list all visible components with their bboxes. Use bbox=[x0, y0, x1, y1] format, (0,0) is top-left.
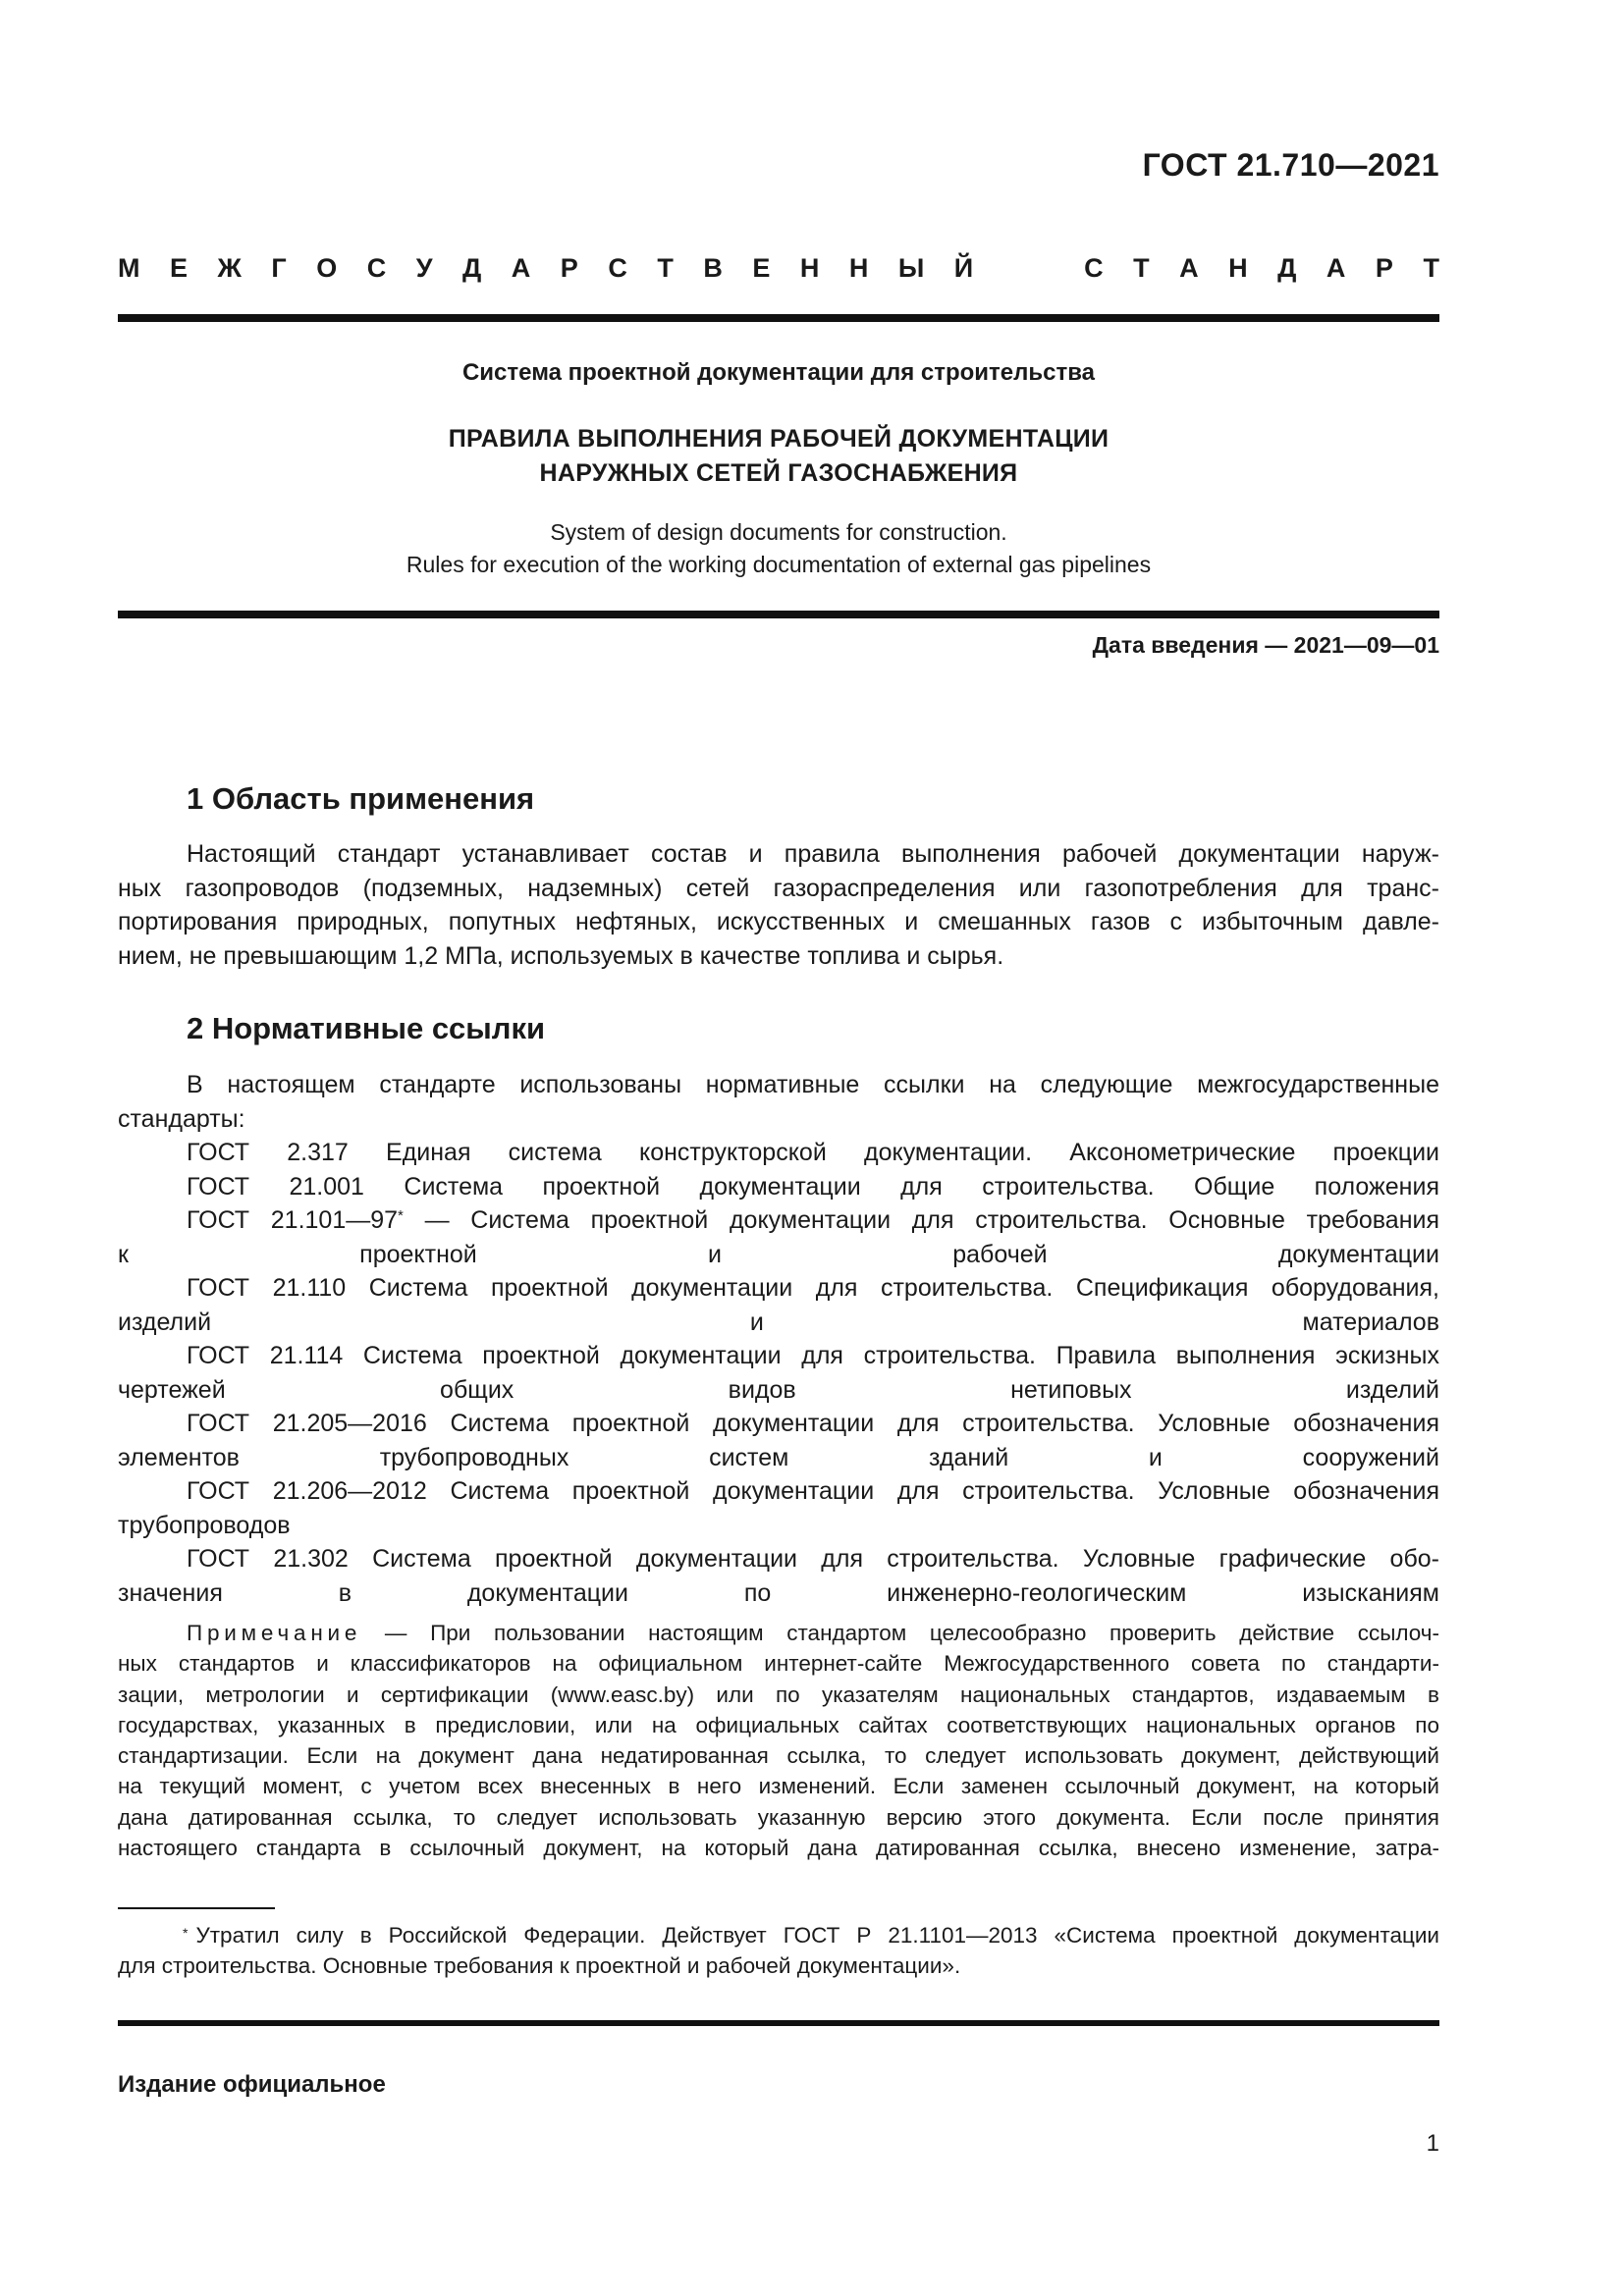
heading-letter: О bbox=[316, 253, 338, 283]
edition-label: Издание официальное bbox=[118, 2071, 386, 2098]
note-line: настоящего стандарта в ссылочный документ, на который дана датированная ссылка, внесено изменение, затра- bbox=[118, 1836, 1439, 1861]
footnote-marker: * bbox=[183, 1925, 189, 1941]
heading-letter: С bbox=[1084, 253, 1104, 283]
references-intro-cont: стандарты: bbox=[118, 1104, 245, 1133]
reference-item-cont: значения в документации по инженерно-геологическим изысканиям bbox=[118, 1578, 1439, 1607]
paragraph-line: нием, не превышающим 1,2 МПа, используемых в качестве топлива и сырья. bbox=[118, 941, 1004, 970]
title-line-1: ПРАВИЛА ВЫПОЛНЕНИЯ РАБОЧЕЙ ДОКУМЕНТАЦИИ bbox=[448, 425, 1110, 453]
note-label: Примечание bbox=[187, 1621, 362, 1645]
heading-letter: С bbox=[366, 253, 387, 283]
reference-item: ГОСТ 21.114 Система проектной документации для строительства. Правила выполнения эскизных bbox=[187, 1342, 1439, 1369]
reference-item-cont: чертежей общих видов нетиповых изделий bbox=[118, 1375, 1439, 1404]
reference-item: ГОСТ 21.206—2012 Система проектной документации для строительства. Условные обозначения bbox=[187, 1477, 1439, 1505]
reference-item-cont: элементов трубопроводных систем зданий и сооружений bbox=[118, 1443, 1439, 1471]
system-name: Система проектной документации для строительства bbox=[461, 359, 1096, 386]
note-line: государствах, указанных в предисловии, или на официальных сайтах соответствующих национальных органов по bbox=[118, 1712, 1439, 1737]
reference-item: ГОСТ 21.110 Система проектной документации для строительства. Спецификация оборудования, bbox=[187, 1274, 1439, 1302]
word-gap bbox=[1003, 253, 1055, 284]
heading-letter: Т bbox=[1423, 253, 1439, 283]
section-2-heading: 2 Нормативные ссылки bbox=[187, 1011, 546, 1045]
section-1-paragraph bbox=[118, 837, 1439, 973]
standard-type-heading bbox=[118, 253, 1439, 284]
document-title bbox=[118, 422, 1439, 491]
heading-letter: Н bbox=[799, 253, 820, 283]
heading-letter: М bbox=[118, 253, 140, 283]
heading-letter: У bbox=[415, 253, 433, 283]
heading-letter: В bbox=[703, 253, 723, 283]
introduction-date: Дата введения — 2021—09—01 bbox=[1092, 632, 1439, 658]
reference-item: ГОСТ 21.302 Система проектной документации для строительства. Условные графические обо- bbox=[187, 1545, 1439, 1573]
note-block bbox=[118, 1618, 1439, 1863]
footnote-line bbox=[118, 1920, 1439, 1950]
heading-letter: С bbox=[608, 253, 627, 283]
paragraph-line: Настоящий стандарт устанавливает состав и правила выполнения рабочей документации наруж- bbox=[187, 840, 1439, 868]
footnote-line: для строительства. Основные требования к проектной и рабочей документации». bbox=[118, 1953, 961, 1979]
footer-rule bbox=[118, 2020, 1439, 2026]
note-text: — При пользовании настоящим стандартом целесообразно проверить действие ссылоч- bbox=[361, 1621, 1439, 1645]
heading-letter: Н bbox=[848, 253, 869, 283]
footnote bbox=[118, 1920, 1439, 1982]
footnote-marker: * bbox=[398, 1207, 404, 1224]
heading-letter: Р bbox=[1375, 253, 1393, 283]
title-line-2: НАРУЖНЫХ СЕТЕЙ ГАЗОСНАБЖЕНИЯ bbox=[539, 459, 1018, 487]
references-intro: В настоящем стандарте использованы нормативные ссылки на следующие межгосударственные bbox=[187, 1071, 1439, 1098]
normative-references bbox=[118, 1068, 1439, 1610]
heading-letter: А bbox=[511, 253, 531, 283]
title-rule bbox=[118, 611, 1439, 618]
heading-letter: Г bbox=[271, 253, 287, 283]
heading-letter: Ж bbox=[217, 253, 242, 283]
reference-item: ГОСТ 21.001 Система проектной документации для строительства. Общие положения bbox=[187, 1172, 1439, 1201]
reference-item-cont: изделий и материалов bbox=[118, 1308, 1439, 1336]
section-1-heading: 1 Область применения bbox=[187, 781, 535, 816]
note-line: дана датированная ссылка, то следует использовать указанную версию этого документа. Если после принятия bbox=[118, 1804, 1439, 1830]
reference-item-cont: к проектной и рабочей документации bbox=[118, 1240, 1439, 1268]
english-title-line-2: Rules for execution of the working documentation of external gas pipelines bbox=[406, 552, 1152, 577]
heading-letter: Д bbox=[1277, 253, 1297, 283]
note-line bbox=[118, 1618, 1439, 1648]
footnote-text: Утратил силу в Российской Федерации. Действует ГОСТ Р 21.1101—2013 «Система проектной документации bbox=[195, 1923, 1439, 1948]
reference-title: — Система проектной документации для строительства. Основные требования bbox=[403, 1206, 1439, 1234]
reference-item bbox=[118, 1203, 1439, 1238]
paragraph-line: ных газопроводов (подземных, надземных) сетей газораспределения или газопотребления для транс- bbox=[118, 874, 1439, 902]
heading-letter: Ы bbox=[897, 253, 925, 283]
heading-letter: Д bbox=[462, 253, 482, 283]
heading-letter: Р bbox=[560, 253, 578, 283]
reference-code: ГОСТ 21.101—97 bbox=[187, 1206, 399, 1234]
header-rule bbox=[118, 314, 1439, 322]
heading-letter: А bbox=[1326, 253, 1346, 283]
english-title bbox=[118, 516, 1439, 581]
heading-letter: Е bbox=[752, 253, 771, 283]
reference-item: ГОСТ 21.205—2016 Система проектной документации для строительства. Условные обозначения bbox=[187, 1410, 1439, 1437]
note-line: ных стандартов и классификаторов на официальном интернет-сайте Межгосударственного совета по стандарти- bbox=[118, 1651, 1439, 1677]
note-line: стандартизации. Если на документ дана недатированная ссылка, то следует использовать документ, действующий bbox=[118, 1743, 1439, 1769]
heading-letter: Й bbox=[953, 253, 974, 283]
paragraph-line: портирования природных, попутных нефтяных, искусственных и смешанных газов с избыточным давле- bbox=[118, 908, 1439, 935]
heading-letter: А bbox=[1179, 253, 1199, 283]
footnote-rule bbox=[118, 1907, 275, 1909]
note-line: на текущий момент, с учетом всех внесенных в него изменений. Если заменен ссылочный документ, на который bbox=[118, 1774, 1439, 1799]
document-number: ГОСТ 21.710—2021 bbox=[1142, 147, 1439, 183]
heading-letter: Н bbox=[1228, 253, 1248, 283]
reference-item-cont: трубопроводов bbox=[118, 1511, 291, 1539]
page-number: 1 bbox=[1426, 2130, 1439, 2157]
note-line: зации, метрологии и сертификации (www.easc.by) или по указателям национальных стандартов, издаваемым в bbox=[118, 1682, 1439, 1707]
heading-letter: Е bbox=[170, 253, 189, 283]
english-title-line-1: System of design documents for construction. bbox=[550, 519, 1007, 545]
heading-letter: Т bbox=[1133, 253, 1150, 283]
reference-item: ГОСТ 2.317 Единая система конструкторской документации. Аксонометрические проекции bbox=[187, 1139, 1439, 1166]
heading-letter: Т bbox=[657, 253, 674, 283]
